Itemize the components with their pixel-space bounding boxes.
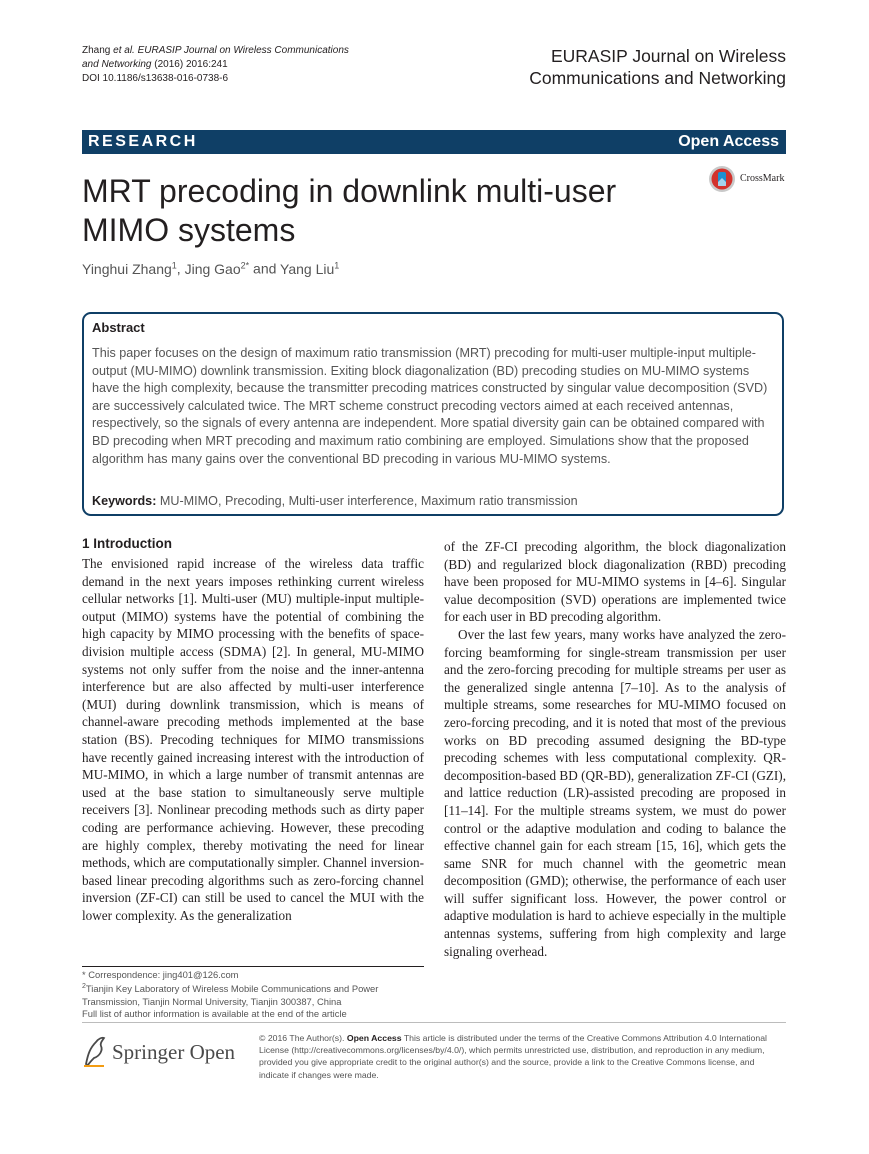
keywords-label: Keywords: (92, 494, 157, 508)
body-column-left (82, 555, 424, 924)
journal-name-line2: Communications and Networking (529, 68, 786, 88)
doi[interactable]: DOI 10.1186/s13638-016-0738-6 (82, 73, 229, 84)
paragraph: of the ZF-CI precoding algorithm, the block diagonalization (BD) and regularized block diagonalization (RBD) precoding have been proposed for MU-MIMO systems in [4–6]. Singular value decomposition (SVD) operations are implemented twice for each user in BD precoding algorithm. (444, 539, 786, 625)
body-column-right (444, 538, 786, 960)
citation-journal-2: and Networking (82, 59, 152, 70)
open-access-label: Open Access (678, 133, 779, 150)
crossmark-label: CrossMark (740, 173, 785, 184)
citation-authors: Zhang (82, 45, 114, 56)
journal-name-line1: EURASIP Journal on Wireless (550, 46, 786, 66)
keywords-list: MU-MIMO, Precoding, Multi-user interference, Maximum ratio transmission (156, 494, 578, 508)
keywords (92, 494, 578, 508)
crossmark-badge[interactable] (708, 163, 798, 197)
springer-horse-icon (82, 1034, 108, 1068)
citation-journal-1: et al. EURASIP Journal on Wireless Communications (113, 45, 349, 56)
citation-year: (2016) 2016:241 (151, 59, 228, 70)
article-title: MRT precoding in downlink multi-user MIMO systems (82, 173, 617, 248)
paragraph: Over the last few years, many works have analyzed the zero-forcing beamforming for single-stream transmission per user and the zero-forcing precoding for multiple streams per user as the generalized single antenna [7–10]. As to the analysis of multiple streams, some researches for MU-MIMO focused on zero-forcing precoding, and it is noted that most of the previous works on BD precoding assumed designing the BD-type precoding schemes with less computational complexity. QR-decomposition-based BD (QR-BD), generalization ZF-CI (GZI), and lattice reduction (LR)-assisted precoding are proposed in [11–14]. For the multiple streams system, we must do power control or the adaptive modulation and coding to balance the effective channel gain for each stream [15, 16], which gets the same SNR for much channel with the geometric mean decomposition (GMD); otherwise, the performance of each user will suffer significant loss. However, the power control or adaptive modulation is hard to achieve especially in the multiple antennas systems, suffering from high complexity and large signaling overhead. (444, 626, 786, 959)
article-type-label: RESEARCH (88, 133, 198, 150)
author-list: Yinghui Zhang$^1$, Jing Gao$^{2*}$ and Yang Liu$^1$ (82, 260, 340, 277)
crossmark-icon (708, 165, 736, 193)
footnote-divider (82, 966, 424, 967)
license-statement: © 2016 The Author(s). Open Access This article is distributed under the terms of the Creative Commons Attribution 4.0 International License (http://creativecommons.org/licenses/by/4.0/), which permits unrestricted use, distribution, and reproduction in any medium, provided you give appropriate credit to the original author(s) and the source, provide a link to the Creative Commons license, and indicate if changes were made. (259, 1033, 767, 1080)
author[interactable]: Yang Liu$^1$ (280, 260, 340, 277)
affiliation: $^2$Tianjin Key Laboratory of Wireless Mobile Communications and Power Transmission, Tianjin Normal University, Tianjin 300387, China (82, 983, 379, 1007)
abstract-text: This paper focuses on the design of maximum ratio transmission (MRT) precoding for multi-user multiple-input multiple-output (MU-MIMO) downlink transmission. Exiting block diagonalization (BD) precoding studies on MU-MIMO systems have the high complexity, because the transmitter precoding matrices constructed by singular value decomposition (SVD) are successively calculated twice. The MRT scheme construct precoding vectors aimed at each received antennas, respectively, so the signals of every antenna are independent. More spatial diversity gain can be obtained compared with BD precoding when MRT precoding and maximum ratio combining are employed. Simulations show that the proposed algorithm has many gains over the conventional BD precoding in various MU-MIMO systems. (92, 346, 768, 466)
footnotes (82, 969, 424, 1021)
author[interactable]: Yinghui Zhang$^1$ (82, 260, 177, 277)
section-heading: 1 Introduction (82, 536, 172, 551)
abstract-box (82, 312, 784, 516)
paragraph: The envisioned rapid increase of the wireless data traffic demand in the next years imposes rethinking current wireless cellular networks [1]. Multi-user (MU) multiple-input multiple-output (MIMO) systems have the potential of combining the high capacity by MIMO processing with the benefits of space-division multiple access (SDMA) [2]. In general, MU-MIMO systems not only suffer from the noise and the inner-antenna interference but are also affected by multi-user interference (MUI) during downlink transmission, which is means of channel-aware precoding methods implemented at the base station (BS). Precoding techniques for MIMO transmissions have recently gained increasing interest with the introduction of MU-MIMO, in which a large number of transmit antennas are used at the base station to simultaneously serve multiple receivers [3]. Nonlinear precoding methods such as dirty paper coding are performance achieving. However, these precoding are highly complex, thereby motivating the need for linear methods, which are computationally simpler. Channel inversion-based linear precoding algorithms such as zero-forcing channel inversion (ZF-CI) can still be used to cancel the MUI with the lower complexity. As the generalization (82, 556, 424, 923)
author-info-note: Full list of author information is available at the end of the article (82, 1008, 347, 1020)
correspondence[interactable]: * Correspondence: jing401@126.com (82, 969, 239, 980)
publisher-name: Springer Open (112, 1040, 236, 1064)
article-type-banner (82, 130, 786, 154)
footer-divider (82, 1022, 786, 1023)
abstract-heading: Abstract (92, 320, 145, 335)
springer-open-logo[interactable] (82, 1034, 252, 1070)
journal-name (529, 45, 786, 89)
author[interactable]: Jing Gao$^{2*}$ (184, 260, 250, 277)
citation-header (82, 44, 349, 86)
